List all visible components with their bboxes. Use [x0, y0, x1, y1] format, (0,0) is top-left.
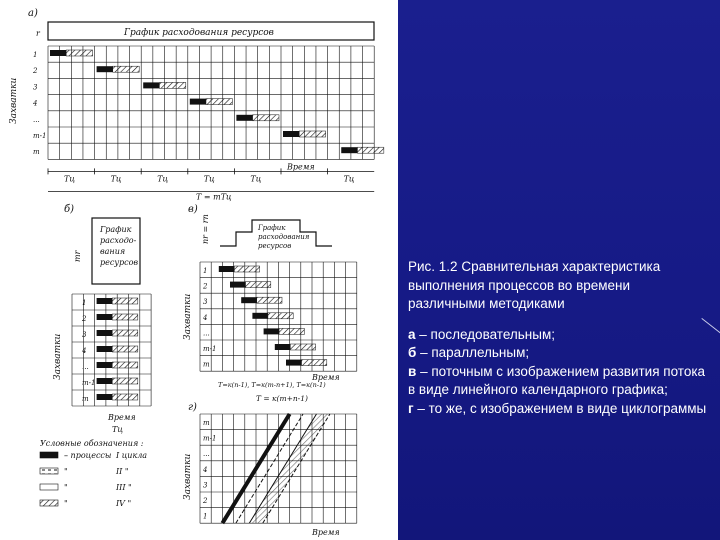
panel-b-bar-black [97, 394, 113, 400]
caption-item-v [408, 363, 708, 400]
panel-v-bar-black [230, 282, 246, 288]
panel-a-cycle-label: Тц [343, 174, 355, 184]
panel-a-bar-hatched [206, 99, 232, 105]
panel-a-bar-hatched [113, 66, 139, 72]
figure-caption [408, 258, 708, 418]
panel-a-bar-hatched [253, 115, 279, 121]
panel-b-row-label: m [82, 395, 89, 403]
panel-v-total-parts: Т=к(n-1), Т=к(m-n+1), Т=к(n-1) [218, 381, 326, 390]
panel-v-row-label: 1 [203, 267, 208, 275]
panel-a-row-label: ... [33, 115, 40, 124]
panel-g-time-label: Время [312, 528, 340, 538]
panel-b-row-label: 3 [82, 331, 87, 339]
panel-b-bar-hatched [112, 330, 138, 336]
panel-a-cycle-label: Тц [64, 174, 75, 184]
legend-item-cycle: II " [116, 467, 129, 476]
panel-v-row-label: m-1 [203, 345, 217, 353]
panel-v-bar-black [241, 297, 257, 303]
panel-b-cycle-label: Тц [112, 425, 123, 434]
panel-a-bar-black [143, 82, 159, 88]
resource-axis-v-label: nr = rn [201, 214, 210, 244]
panel-b-bar-black [97, 314, 113, 320]
panel-g-row-label: ... [203, 450, 210, 459]
panel-v-bar-black [219, 266, 235, 272]
legend-item-label: – процессы [64, 451, 112, 460]
resource-chart-b-title: вания [100, 247, 126, 256]
panel-a-total-time: Т = mТц [196, 192, 232, 202]
legend-item-cycle: IV " [116, 499, 132, 508]
panel-v-bar-black [264, 328, 280, 334]
resource-axis-a-label: r [36, 29, 40, 38]
legend-item-label: " [64, 483, 68, 492]
panel-b-bar-black [97, 346, 113, 352]
panel-b-bar-hatched [112, 362, 138, 368]
resource-chart-b-title: График [100, 225, 132, 234]
panel-a-cycle-label: Тц [110, 174, 122, 184]
panel-b-bar-hatched [112, 314, 138, 320]
panel-b-row-label: m-1 [82, 379, 96, 387]
panel-a-label: а) [28, 8, 38, 19]
panel-b-time-label: Время [108, 413, 136, 422]
panel-a-row-label: m [33, 148, 40, 157]
caption-item-b-key: б [408, 345, 417, 360]
panel-v-row-label: 2 [203, 282, 208, 291]
panel-a-bar-black [341, 147, 357, 153]
panel-v-row-label: ... [203, 329, 210, 338]
panel-a-cycle-label: Тц [203, 174, 215, 184]
panel-a-row-label: 2 [33, 67, 38, 76]
panel-b-bar-hatched [112, 298, 138, 304]
panel-a-bar-hatched [159, 82, 185, 88]
caption-item-a [408, 326, 708, 345]
resource-chart-b-title: расходо- [100, 236, 137, 245]
panel-v-bar-hatched [279, 328, 304, 334]
panel-a-cycle-label: Тц [157, 174, 169, 184]
panel-a-time-label: Время [287, 162, 315, 172]
caption-item-a-key: а [408, 326, 416, 342]
resource-chart-a-title: График расходования ресурсов [124, 28, 274, 38]
panel-a-bar-black [236, 115, 252, 121]
panel-b-row-label: 2 [82, 315, 87, 323]
panel-a-row-label: m-1 [33, 132, 47, 140]
panel-v-time-label: Время [312, 373, 340, 383]
legend-item-cycle: I цикла [116, 451, 148, 460]
caption-item-b [408, 344, 708, 363]
panel-a-bar-hatched [357, 147, 383, 153]
caption-item-g [408, 400, 708, 419]
panel-v-bar-hatched [302, 360, 327, 366]
legend-swatch [40, 468, 58, 474]
legend-title: Условные обозначения : [40, 439, 144, 448]
panel-g-row-label: 3 [203, 481, 208, 490]
legend-swatch [40, 452, 58, 458]
panel-a-bar-black [50, 50, 66, 56]
panel-v-row-label: m [203, 360, 210, 369]
panel-v-bar-hatched [234, 266, 259, 272]
panel-a-bar-black [190, 99, 206, 105]
panel-b-bar-hatched [112, 378, 138, 384]
legend-swatch [40, 500, 58, 506]
panel-a-bar-hatched [299, 131, 325, 137]
panel-b-bar-hatched [112, 346, 138, 352]
resource-chart-b-title: ресурсов [100, 258, 139, 267]
panel-b-row-label: 1 [82, 299, 87, 307]
panel-a-row-label: 1 [33, 51, 38, 59]
panel-b-row-label: ... [82, 363, 89, 371]
panel-v-row-label: 4 [203, 313, 208, 322]
panel-b-bar-black [97, 330, 113, 336]
panel-g-row-label: 1 [203, 512, 208, 521]
panel-v-axis-captures: Захватки [183, 293, 193, 340]
panel-a-bar-hatched [66, 50, 92, 56]
panel-v-label: в) [188, 204, 198, 215]
caption-item-v-key: в [408, 363, 417, 379]
panel-b-label: б) [64, 204, 75, 215]
resource-chart-v-title: График [258, 224, 286, 232]
panel-a-row-label: 4 [33, 99, 38, 108]
resource-axis-b-label: mr [73, 250, 82, 262]
panel-g-label: г) [188, 402, 197, 413]
panel-a-bar-black [97, 66, 113, 72]
panel-v-row-label: 3 [203, 298, 208, 307]
caption-item-g-key: г [408, 400, 414, 416]
panel-a-axis-captures: Захватки [9, 77, 19, 124]
panel-g-row-label: m-1 [203, 434, 217, 443]
legend-item-label: " [64, 499, 68, 508]
panel-v-bar-black [275, 344, 291, 350]
panel-v-bar-black [252, 313, 268, 319]
panel-b-bar-hatched [112, 394, 138, 400]
legend-item-cycle: III " [116, 483, 132, 492]
caption-title: Рис. 1.2 Сравнительная характеристика выполнения процессов во времени различными методиками [408, 259, 661, 311]
panel-v-bar-black [286, 360, 302, 366]
resource-chart-v-title: расходования [258, 233, 310, 241]
panel-v-bar-hatched [257, 297, 282, 303]
panel-b-bar-black [97, 362, 113, 368]
panel-b-row-label: 4 [82, 347, 87, 355]
caption-item-a-text: – последовательным; [415, 326, 555, 342]
panel-g-axis-captures: Захватки [183, 453, 193, 500]
legend-item-label: " [64, 467, 68, 476]
caption-item-v-text: – поточным с изображением развития потока в виде линейного календарного графика; [408, 363, 706, 397]
panel-g-row-label: m [203, 419, 210, 427]
panel-b-bar-black [97, 298, 113, 304]
panel-b-bar-black [97, 378, 113, 384]
panel-v-bar-hatched [246, 282, 271, 288]
panel-v-bar-hatched [290, 344, 315, 350]
panel-a-cycle-label: Тц [250, 174, 262, 184]
legend-swatch [40, 484, 58, 490]
panel-g-row-label: 4 [203, 465, 208, 474]
panel-g-row-label: 2 [203, 497, 208, 505]
panel-a-bar-black [283, 131, 299, 137]
caption-panel [398, 0, 720, 540]
caption-item-g-text: – то же, с изображением в виде циклограммы [413, 400, 707, 416]
caption-item-b-text: – параллельным; [416, 345, 530, 360]
panel-v-bar-hatched [268, 313, 293, 319]
panel-v-total-time: Т = к(m+n-1) [256, 394, 308, 404]
resource-chart-v-title: ресурсов [258, 242, 292, 250]
panel-a-row-label: 3 [33, 83, 38, 92]
panel-b-axis-captures: Захватки [53, 333, 63, 380]
